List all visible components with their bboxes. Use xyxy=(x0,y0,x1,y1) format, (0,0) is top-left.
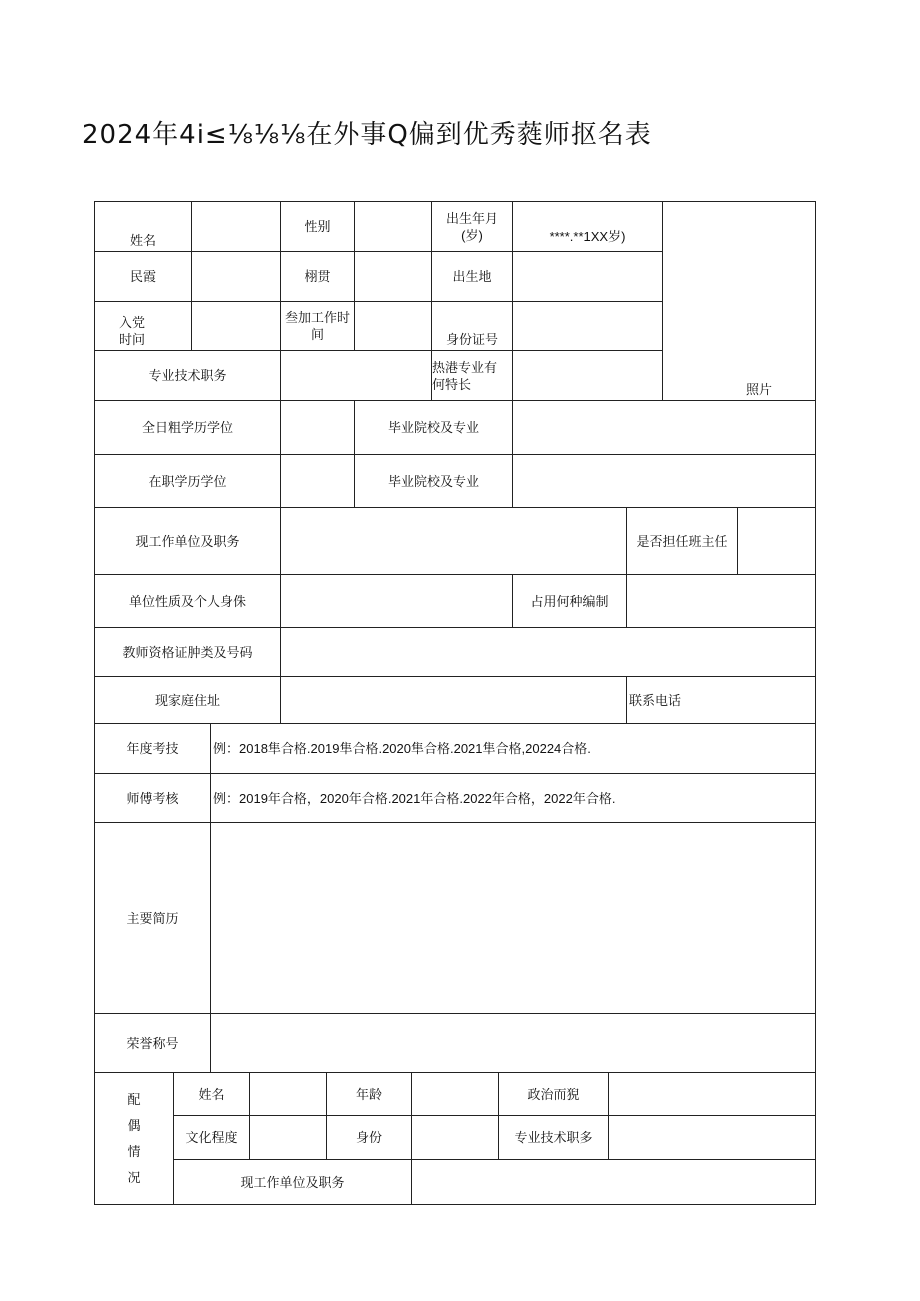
party-join-field[interactable] xyxy=(192,302,281,351)
teacher-cert-field[interactable] xyxy=(281,628,815,677)
specialty-label: 热港专业有 何特长 xyxy=(432,351,513,401)
honors-field[interactable] xyxy=(211,1014,815,1073)
spouse-unit-field[interactable] xyxy=(412,1160,815,1204)
resume-label: 主要简历 xyxy=(95,823,211,1014)
resume-field[interactable] xyxy=(211,823,815,1014)
ethnicity-field[interactable] xyxy=(192,252,281,302)
native-place-label: 栩贯 xyxy=(281,252,355,302)
annual-review-label: 年度考技 xyxy=(95,724,211,774)
gender-label: 性别 xyxy=(281,202,355,252)
teacher-cert-label: 教师资格证肿类及号码 xyxy=(95,628,281,677)
id-number-field[interactable] xyxy=(513,302,663,351)
birthplace-field[interactable] xyxy=(513,252,663,302)
inservice-school-field[interactable] xyxy=(513,455,815,508)
gender-field[interactable] xyxy=(355,202,432,252)
spouse-char-4: 况 xyxy=(127,1170,141,1185)
home-address-label: 现家庭住址 xyxy=(95,677,281,724)
inservice-edu-label: 在职学历学位 xyxy=(95,455,281,508)
current-unit-label: 现工作单位及职务 xyxy=(95,508,281,575)
fulltime-edu-field[interactable] xyxy=(281,401,355,455)
mentor-review-label: 师傅考核 xyxy=(95,774,211,823)
honors-label: 荣誉称号 xyxy=(95,1014,211,1073)
spouse-name-label: 姓名 xyxy=(174,1073,250,1116)
spouse-identity-field[interactable] xyxy=(412,1116,499,1160)
spouse-char-2: 偶 xyxy=(127,1118,141,1133)
unit-nature-field[interactable] xyxy=(281,575,513,628)
head-teacher-label: 是否担任班主任 xyxy=(627,508,738,575)
id-number-label: 身份证号 xyxy=(432,302,513,351)
spouse-pro-title-field[interactable] xyxy=(609,1116,815,1160)
staffing-field[interactable] xyxy=(627,575,815,628)
head-teacher-field[interactable] xyxy=(738,508,815,575)
spouse-age-field[interactable] xyxy=(412,1073,499,1116)
pro-title-field[interactable] xyxy=(281,351,432,401)
spouse-politics-label: 政治而猊 xyxy=(499,1073,609,1116)
name-field[interactable] xyxy=(192,202,281,252)
registration-form xyxy=(94,201,816,1205)
spouse-name-field[interactable] xyxy=(250,1073,327,1116)
birthplace-label: 出生地 xyxy=(432,252,513,302)
work-start-field[interactable] xyxy=(355,302,432,351)
inservice-edu-field[interactable] xyxy=(281,455,355,508)
fulltime-school-field[interactable] xyxy=(513,401,815,455)
spouse-char-3: 情 xyxy=(127,1144,141,1159)
spouse-pro-title-label: 专业技术职多 xyxy=(499,1116,609,1160)
fulltime-school-label: 毕业院校及专业 xyxy=(355,401,513,455)
party-join-label: 入党 时问 xyxy=(95,302,192,351)
spouse-unit-label: 现工作单位及职务 xyxy=(174,1160,412,1204)
ethnicity-label: 民霞 xyxy=(95,252,192,302)
photo-box[interactable]: 照片 xyxy=(663,202,815,401)
inservice-school-label: 毕业院校及专业 xyxy=(355,455,513,508)
annual-review-value[interactable]: 例：2018隼合格.2019隼合格.2020隼合格.2021隼合格,20224合格. xyxy=(211,724,815,774)
work-start-label: 叁加工作时 间 xyxy=(281,302,355,351)
spouse-char-1: 配 xyxy=(127,1092,141,1107)
home-address-field[interactable] xyxy=(281,677,627,724)
spouse-politics-field[interactable] xyxy=(609,1073,815,1116)
unit-nature-label: 单位性质及个人身侏 xyxy=(95,575,281,628)
page-title: 2024年4i≤⅛⅛⅛在外事Q偏到优秀蕤师抠名表 xyxy=(82,120,652,150)
spouse-age-label: 年龄 xyxy=(327,1073,412,1116)
fulltime-edu-label: 全日粗学历学位 xyxy=(95,401,281,455)
pro-title-label: 专业技术职务 xyxy=(95,351,281,401)
spouse-identity-label: 身份 xyxy=(327,1116,412,1160)
birth-label: 出生年月 (岁) xyxy=(432,202,513,252)
phone-label: 联系电话 xyxy=(627,677,815,724)
mentor-review-value[interactable]: 例：2019年合格，2020年合格.2021年合格.2022年合格，2022年合格. xyxy=(211,774,815,823)
spouse-culture-label: 文化程度 xyxy=(174,1116,250,1160)
spouse-section-label xyxy=(95,1073,174,1204)
native-place-field[interactable] xyxy=(355,252,432,302)
specialty-field[interactable] xyxy=(513,351,663,401)
staffing-label: 占用何种编制 xyxy=(513,575,627,628)
name-label: 姓名 xyxy=(95,202,192,252)
spouse-culture-field[interactable] xyxy=(250,1116,327,1160)
birth-value[interactable]: ****.**1XX岁) xyxy=(513,202,663,252)
current-unit-field[interactable] xyxy=(281,508,627,575)
